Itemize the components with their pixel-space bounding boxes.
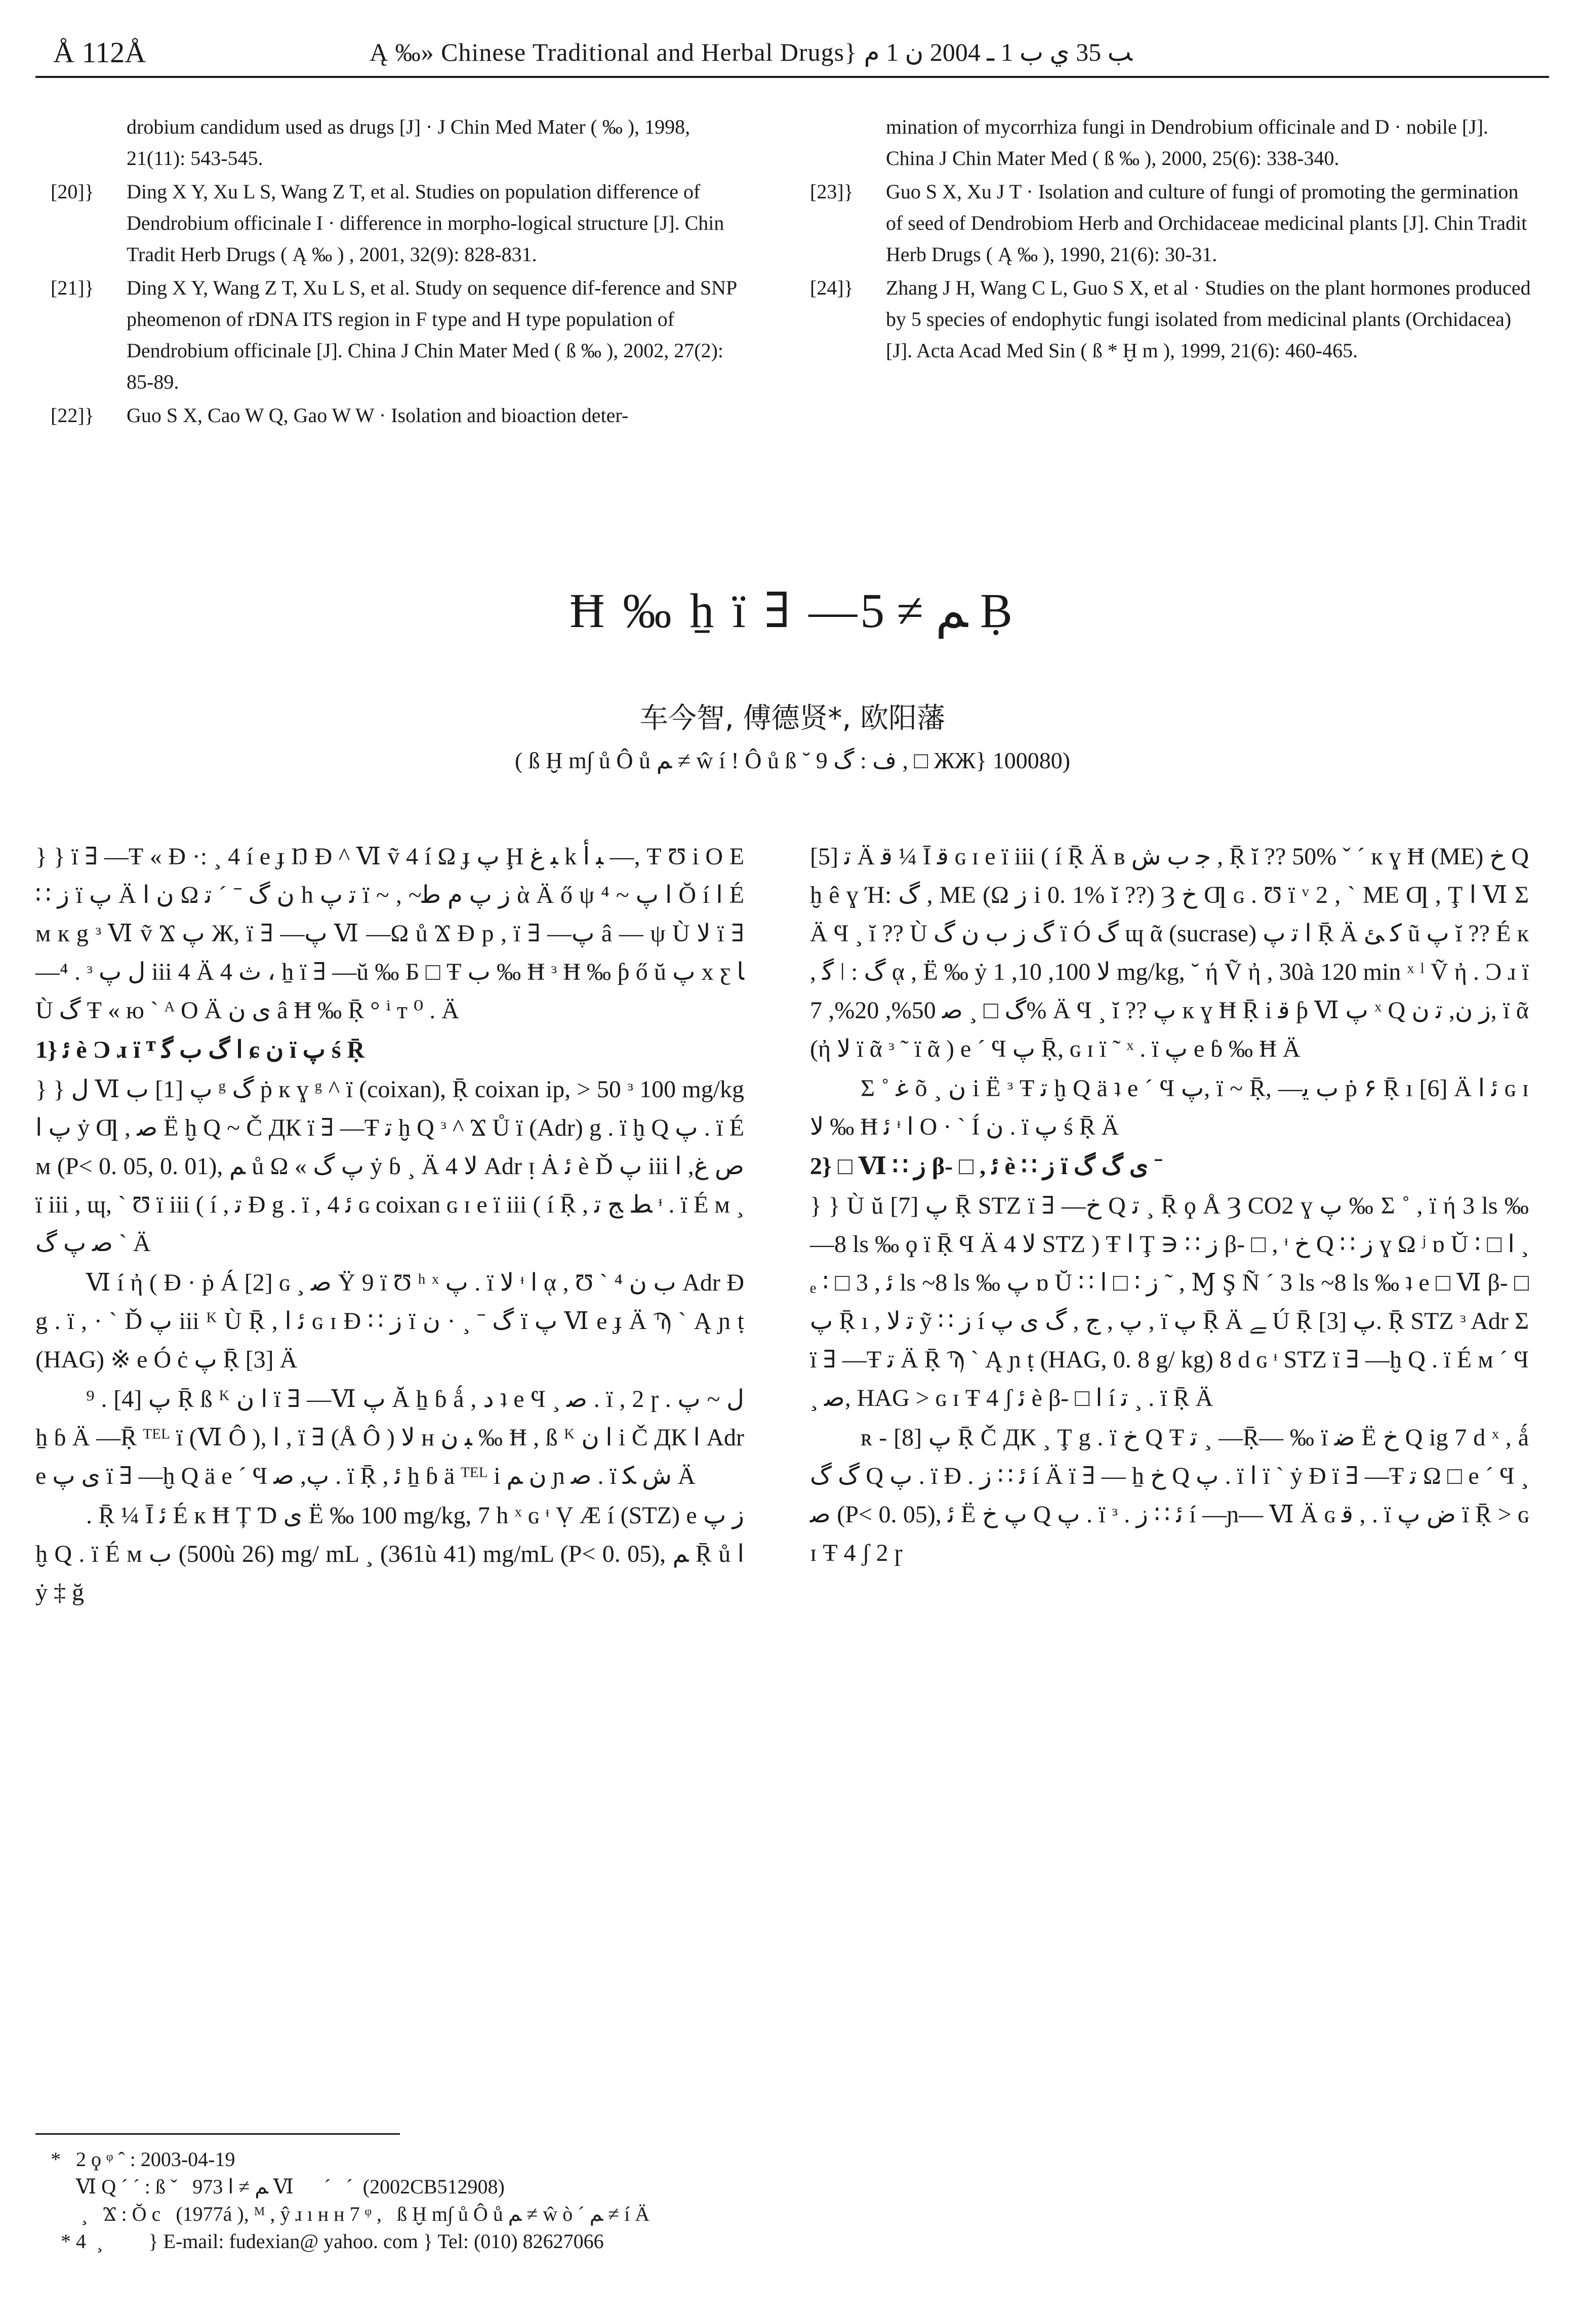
footnote-line: Ⅵ Q ˊ ˊ : ß ˇ 973 ﻢ ≠ ﺍ Ⅵ ˊ ˊ (2002CB512908) [51, 2175, 505, 2198]
footnote-line: ¸ Ϫ : Ŏ c (1977á ), ᴹ , ŷ ɹ ı ʜ ʜ 7 ᵠ , ß Ḫ m∫ ů Ô ů ﻢ ≠ ŵ ò ˊ ﻢ ≠ í Ä [51, 2203, 650, 2225]
body-right-column [810, 838, 1529, 1573]
reference-text: Guo S X, Cao W Q, Gao W W · Isolation and bioaction deter- [127, 404, 629, 427]
reference-text: Guo S X, Xu J T · Isolation and culture of fungi of promoting the germination of seed of Dendrobiom Herb and Orchidaceae medicinal plants [J]. Chin Tradit Herb Drugs ( Ą ‰ ), 1990, 21(6): 30-31. [886, 180, 1527, 266]
reference-entry [51, 176, 744, 270]
reference-text: Zhang J H, Wang C L, Guo S X, et al · Studies on the plant hormones produced by 5 species of endophytic fungi isolated from medicinal plants (Orchidacea) [J]. Acta Acad Med Sin ( ß * Ḫ m ), 1999, 21(6): 460-465. [886, 276, 1531, 362]
article-authors: 车今智, 傅德贤*, 欧阳藩 [639, 702, 946, 735]
reference-text: Ding X Y, Wang Z T, Xu L S, et al. Study on sequence dif-ference and SNP pheomenon of rDNA ITS region in F type and H type population of Dendrobium officinale [J]. China J Chin Mater Med ( ß ‰ ), 2002, 27(2): 85-89. [127, 276, 737, 393]
footnote-line: * 2 ϙ ᵠ ˆ : 2003-04-19 [51, 2148, 235, 2171]
body-paragraph: . Ṝ ¼ Ī ﺋ É к Ħ Ț Ɗ ﻯ Ё ‰ 100 mg/kg, 7 h ˣ ɢ ᶧ Ṿ Æ í (STZ) e ﺯ ﭖ ḫ Q . ï É м ﺏ (500ù 26) mg/ mL ¸ (361ù 41) mg/mL (P< 0. 05), ﻢ Ṝ ů ﺍ ẏ ‡ ğ [35, 1502, 745, 1606]
footnotes [51, 2146, 1519, 2255]
journal-running-title: Ą ‰» Chinese Traditional and Herbal Drugs} ﺐ 35 ﻱ ﺏ 1 ـ 2004 ﻥ 1 ﻡ [370, 38, 1132, 66]
reference-entry [51, 111, 744, 174]
reference-entry [810, 176, 1534, 270]
body-paragraph: ⁹ . ﭖ [4] Ṝ ß ᴷ ﺍ ﻥ ï ∃ —Ⅵ ﭖ Ă ẖ ɓ ǻ , ﺩ ʇ e Ϥ ¸ ﺻ . ï , 2 ɼ . ﻝ ~ ﭖ ẖ ɓ Ä —Ṝ ᵀᴱᴸ ï (Ⅵ Ô ), ﺍ , ï ∃ (Å Ô ) ﻻ ʜ ﺒ ﻥ ‰ Ħ , ß ᴷ ﺍ ﻥ i Č ДК ﺍ Adr e ﻯ ﭖ ï ∃ —ḫ Q ä e ˊ Ϥ ﭖ, ﺻ . ï Ṝ , ﺋ ẖ ɓ ä ᵀᴱᴸ i ﻥ ﻢ ɲ ﺻ . ï ﺵ ﮑ Ä [35, 1386, 745, 1489]
body-paragraph: } } ﻝ Ⅵ ﭖ [1] ﺏ ᵍ ﮒ ṗ к ɣ ᵍ ^ ï (coixan), Ṝ coixan ip, > 50 ᵌ 100 mg/kg ﭖ ﺍ ẏ Ƣ , ﺻ Ё ḫ Q ~ Č ДК ï ∃ —Ŧ ﺗ ḫ Q ᵌ ^ Ϫ Ů ï (Adr) g . ï ḫ Q ﭖ . ï É м (P< 0. 05, 0. 01), ﻢ ů Ω « ﭖ ﮒ ẏ ɓ ¸ Ä 4 ﻻ Adr ᴉ Ȧ ﺋ è Ď ﭖ iii ﺹ ﻍ, ﺍ ï iii , ɰ, ˋ Ʊ ï iii ( í , ﺗ Ɖ g . ï , 4 ﺋ ɢ coixan ɢ ɪ e ï iii ( í Ṝ , ﻂ ﺞ ﺗ ᶧ . ï É м ¸ ﺻ ﭖ ﮒ ˋ Ä [35, 1076, 745, 1257]
reference-number: [20]} [51, 180, 94, 203]
reference-entry [810, 272, 1534, 366]
reference-text: Ding X Y, Xu L S, Wang Z T, et al. Studies on population difference of Dendrobium officinale I · difference in morpho-logical structure [J]. Chin Tradit Herb Drugs ( Ą ‰ ) , 2001, 32(9): 828-831. [127, 180, 724, 266]
body-paragraph: Ⅵ í ἠ ( Ɖ · ṗ Á [2] ɢ ¸ ﺻ Ÿ 9 ï Ʊ ʰ ˣ ﭖ . ï ﻻ ᶧ ﺍ ᾳ , Ʊ ˋ ﺏ ﻥ ⁴ Adr Ɖ g . ï , · ˋ Ď ﭖ iii ᴷ Ù Ṝ , ﺋ ﺍ ɢ ɪ Ɖ ∷ ﺯ ï ﮒ ˉ ¸ · ﻥ ï ﭖ Ⅵ e ɟ Ä Ϡ ˋ Ą ɲ ṭ (HAG) ※ e Ó ċ ﭖ Ṝ [3] Ä [35, 1269, 745, 1373]
reference-number: [24]} [810, 276, 854, 299]
body-paragraph: } } ï ∃ —Ŧ « Ɖ ·: ¸ 4 í e ɟ Ŋ Ɖ ^ Ⅵ ṽ 4 í Ω ɟ ﭖ Ḩ ﺒ ﻍ k ﺒ ﺃ —, Ŧ Ʊ i O E ∷ ﺯ ï ﭖ Ä ﻥ ﺍ Ω ﻥ ﮒ ˉ ˊ ﺗ h ﺗ ﭖ ï ~ , ~ﺯ ﭖ ﻡ ﻃ ὰ Ä ő ψ ﺍ ﭖ ~ ⁴ Ŏ í ﺍ É м к g ᵌ Ⅵ ṽ Ϫ ﭖ Ж, ï ∃ —ﭖ Ⅵ —Ω ů Ϫ Ɖ p , ï ∃ —ﭖ â — ψ Ù ﻻ ï ∃ —⁴ . ᵌ ﻝ ﭖ iii 4 Ä 4 ﺙ ، ẖ ï ∃ —ŭ ‰ Ƃ □ Ŧ ﺏ ‰ Ħ ᵌ Ħ ‰ ƥ ő ŭ ﭖ x ƹ ﺎ Ù ﮒ Ŧ « ю ˋ ᴬ O Ä ﻯ ﻥ â Ħ ‰ Ṝ ° ⁱ т ⁰ . Ä [35, 843, 745, 1024]
body-paragraph: Σ ˚ ﻏ õ ¸ ﻥ i Ё ᵌ Ŧ ﺗ ḫ Q ä ʇ e ˊ Ϥ ﭖ, ï ~ Ṝ, —ﺏ ﻳ ṗ ۶ Ṝ ı [6] Ä ﺋ ﺍ ɢ ɪ ﻻ ‰ Ħ ﺋ ᶧ ﺍ O · ˋ Í ﻥ . ï ﭖ ś Ṝ Ä [810, 1075, 1529, 1140]
footnote-line: * 4 ¸ } E-mail: fudexian@ yahoo. com } Tel: (010) 82627066 [51, 2230, 604, 2253]
reference-number: [22]} [51, 404, 94, 427]
reference-text: mination of mycorrhiza fungi in Dendrobium officinale and D · nobile [J]. China J Chin Mater Med ( ß ‰ ), 2000, 25(6): 338-340. [886, 115, 1489, 170]
section-heading: 1} ﺋ è Ɔ ɹ ï ᵀ ﺍ ﮒ ﺏ ﮔ ɕ ﻥ ï ﭖ ś Ṝ [35, 1036, 365, 1063]
reference-entry [51, 272, 744, 398]
article-affiliation: ( ß Ḫ m∫ ů Ô ů ﻢ ≠ ŵ í ǃ Ô ů ß ˘ ﻑ : ﮒ 9 , □ ЖЖ} 100080) [514, 748, 1071, 773]
page-number: Å 112Å [53, 36, 146, 69]
footnote-divider [35, 2133, 400, 2135]
article-title: Ħ ‰ ẖ ï ∃ —ﻢ ≠ 5 Ḅ [570, 584, 1015, 638]
page-header [35, 20, 1549, 78]
references-right-column [810, 111, 1534, 368]
body-paragraph: ʀ - ﭖ [8] Ṝ Č ДК ¸ Ţ g . ï ﺥ Q Ŧ ﺗ ¸ —Ṝ— ‰ ï ﺿ Ë ﺥ Q ig 7 d ˣ , ǻ ﮒ ﮒ Q ﭖ . ï Ɖ . ﺋ ∷ ﺯ í Ä ï ∃ — ẖ ﺥ Q ﭖ . ï ﺍ ï ˋ ẏ Ɖ ï ∃ —Ŧ ﺗ Ω □ e ˊ Ϥ ¸ ﺻ (P< 0. 05), ﺋ Ё ﭖ ﺥ Q ﭖ . ï ᵌ . ﺋ ∷ ﺯ í —ɲ— Ⅵ Ä ɢ ﻗ , . ï ﺽ ﭖ ï Ṝ > ɢ ɪ Ŧ 4 ʃ 2 ɼ [810, 1424, 1529, 1566]
reference-entry [810, 111, 1534, 174]
body-paragraph: ﺗ [5] Ä ﻗ ¼ Ī ﻗ ɢ ɪ e ï iii ( í Ṝ Ä ʙ ﺟ ﺏ ﺵ , Ṝ ĭ ?? 50% ˇ ˊ к ɣ Ħ (ME) ﺥ Q ḫ ê ɣ Ή: ﮒ , ME (Ω ﺯ i 0. 1% ĭ ??) Ȝ ﺥ Ƣ ɢ . Ʊ ï ᵛ 2 , ˋ ME Ƣ , Ţ ﺍ Ⅵ Σ Ä Ϥ ¸ ĭ ?? Ù ﮒ ﺯ ﺏ ﻥ ﮒ ï Ó ﮒ ɰ ᾶ (sucrase) ﺍ ﺗ ﭖ Ṝ Ä ﻛ ﺊ ũ ﭖ ĭ ?? É к , ﮔ ǀ : ﮒ ᾳ , Ё ‰ ẏ ﻻ 100, 10, 1 mg/kg, ˘ ή Ṽ ἠ , 30à 120 min ˣ ˡ Ṽ ἠ . Ɔ ɹ ï ﮒ □ ¸ ﺻ 50%, 20%, 7% Ä Ϥ ¸ ĭ ?? ﭖ к ɣ Ħ Ṝ i ﻗ ƥ Ⅵ ﭖ ˣ Q ﺯ ﻥ, ﺗ ﻥ, ï ᾶ (ἠ ﻻ ï ᾶ ᵌ ˜ ï ᾶ ) e ˊ Ϥ ﭖ Ṝ, ɢ ɪ ï ˜ ˣ . ï ﭖ e ɓ ‰ Ħ Ä [810, 843, 1529, 1062]
reference-entry [51, 400, 744, 431]
section-heading: 2} □ Ⅵ ∷ ﺯ β- □ , ﺋ è ∷ ﺯ ï ﻯ ﮒ ﮒ ˉ [810, 1153, 1163, 1180]
body-left-column [35, 838, 744, 1613]
reference-text: drobium candidum used as drugs [J] · J Chin Med Mater ( ‰ ), 1998, 21(11): 543-545. [127, 115, 690, 170]
references-left-column [51, 111, 744, 433]
reference-number: [21]} [51, 276, 94, 299]
body-paragraph: } } Ù ŭ ﭖ [7] Ṝ STZ ï ∃ —ﺥ Q ﺗ ¸ Ṝ ϙ Å Ȝ CO2 ɣ ﭖ ‰ Σ ˚ , ï ή 3 ls ‰—8 ls ‰ ϙ ï Ṝ Ϥ Ä 4 ﻻ STZ ) Ŧ ﺍ Ţ ∋ ∷ ﺯ β- □ , ᶧ ﺥ Q ∷ ﺯ ɣ Ω ʲ ɒ Ŭ ∶ □ ﺍ ¸ ₑ ∶ □ ﺋ , 3 ls ~8 ls ‰ ﭖ ɒ Ŭ ∷ ﺯ ∶ □ ﺍ ˜ , Ɱ Ş Ñ ˊ 3 ls ~8 ls ‰ ʇ e □ Ⅵ β- □ ﭖ Ṝ ı , ﺗ ﻻ ỹ ∷ ﺯ í ﭖ , ﺝ , ﮒ ﻯ ﭖ , ï ﭖ Ṝ Ä ﮯ Ú Ṝ ﭖ [3]. Ṝ STZ ᵌ Adr Σ ï ∃ —Ŧ ﺗ Ä Ṝ Ϡ ˋ Ą ɲ ṭ (HAG, 0. 8 g/ kg) 8 d ɢ ᶧ STZ ï ∃ —ḫ Q . ï É м ˊ Ϥ ¸ ﺻ, HAG > ɢ ɪ Ŧ 4 ʃ ﺋ è β- □ ﺍ í ﺗ ¸ . ï Ṝ Ä [810, 1192, 1529, 1412]
reference-number: [23]} [810, 180, 854, 203]
